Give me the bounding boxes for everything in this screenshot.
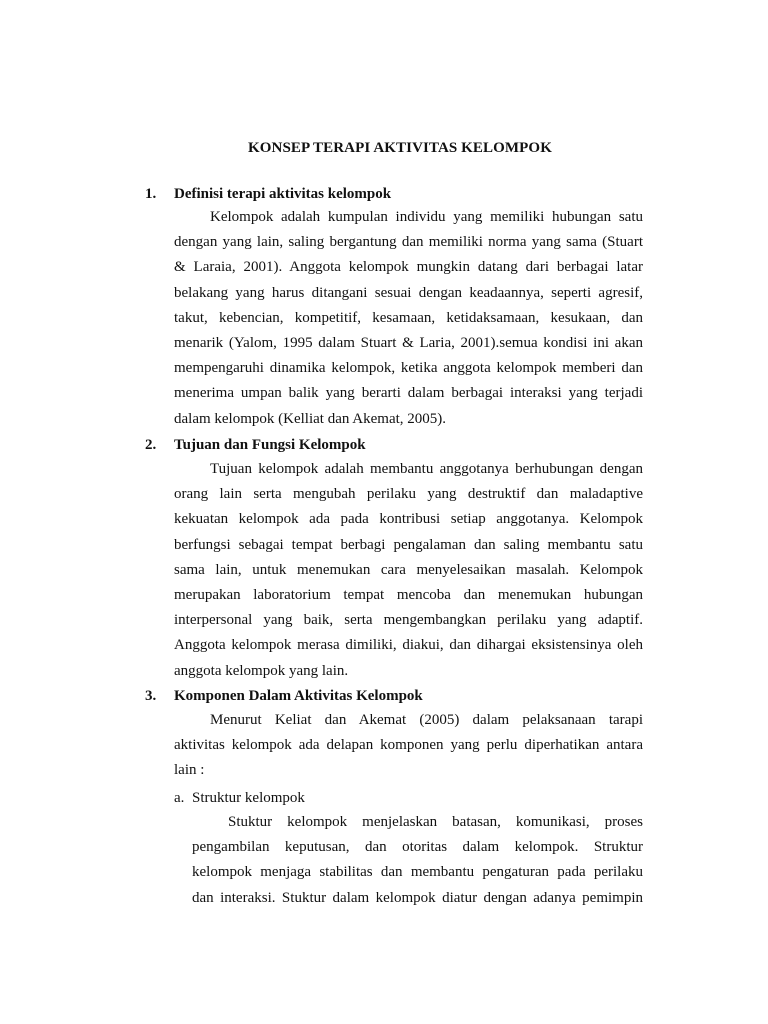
- paragraph-line: aktivitas kelompok ada delapan komponen yang perlu diperhatikan antara: [174, 737, 643, 754]
- paragraph-line: mempengaruhi dinamika kelompok, ketika anggota kelompok memberi dan: [174, 360, 643, 377]
- section-3-number: 3.: [145, 688, 157, 704]
- section-2-heading: [145, 435, 366, 455]
- paragraph-line: orang lain serta mengubah perilaku yang destruktif dan maladaptive: [174, 486, 643, 503]
- paragraph-line: menerima umpan balik yang berarti dalam berbagai interaksi yang terjadi: [174, 385, 643, 402]
- section-3-title: Komponen Dalam Aktivitas Kelompok: [174, 688, 423, 704]
- section-1-heading: [145, 184, 391, 204]
- paragraph-line: Stuktur kelompok menjelaskan batasan, komunikasi, proses: [228, 814, 643, 830]
- section-3-heading: [145, 686, 423, 706]
- section-2-paragraph: [174, 457, 643, 684]
- subsection-a-paragraph: [192, 810, 643, 911]
- paragraph-line: Tujuan kelompok adalah membantu anggotanya berhubungan dengan: [210, 461, 643, 477]
- paragraph-line: berfungsi sebagai tempat berbagi pengalaman dan saling membantu satu: [174, 536, 643, 553]
- subsection-a-heading: [174, 788, 305, 808]
- paragraph-line: takut, kebencian, kompetitif, kesamaan, ketidaksamaan, kesukaan, dan: [174, 309, 643, 326]
- paragraph-line: anggota kelompok yang lain.: [174, 662, 349, 679]
- paragraph-line: & Laraia, 2001). Anggota kelompok mungkin datang dari berbagai latar: [174, 259, 643, 276]
- section-1-paragraph: [174, 205, 643, 432]
- paragraph-line: interpersonal yang baik, serta mengembangkan perilaku yang adaptif.: [174, 612, 643, 629]
- paragraph-line: belakang yang harus ditangani sesuai dengan keadaannya, seperti agresif,: [174, 284, 643, 301]
- paragraph-line: kelompok menjaga stabilitas dan membantu pengaturan pada perilaku: [192, 864, 643, 881]
- subsection-a-letter: a.: [174, 790, 185, 806]
- document-title: KONSEP TERAPI AKTIVITAS KELOMPOK: [248, 140, 552, 156]
- paragraph-line: menarik (Yalom, 1995 dalam Stuart & Laria, 2001).semua kondisi ini akan: [174, 334, 643, 351]
- paragraph-line: kekuatan kelompok ada pada kontribusi setiap anggotanya. Kelompok: [174, 511, 643, 528]
- paragraph-line: merupakan laboratorium tempat mencoba dan menemukan hubungan: [174, 586, 643, 603]
- paragraph-line: pengambilan keputusan, dan otoritas dalam kelompok. Struktur: [192, 839, 643, 856]
- paragraph-line: dan interaksi. Stuktur dalam kelompok diatur dengan adanya pemimpin: [192, 889, 643, 906]
- subsection-a-title: Struktur kelompok: [192, 790, 305, 806]
- paragraph-line: dengan yang lain, saling bergantung dan memiliki norma yang sama (Stuart: [174, 234, 643, 251]
- paragraph-line: Anggota kelompok merasa dimiliki, diakui, dan dihargai eksistensinya oleh: [174, 637, 643, 654]
- section-2-number: 2.: [145, 437, 157, 453]
- section-3-paragraph: [174, 708, 643, 784]
- paragraph-line: Menurut Keliat dan Akemat (2005) dalam pelaksanaan tarapi: [210, 712, 643, 728]
- paragraph-line: lain :: [174, 762, 205, 779]
- paragraph-line: sama lain, untuk menemukan cara menyelesaikan masalah. Kelompok: [174, 561, 643, 578]
- paragraph-line: dalam kelompok (Kelliat dan Akemat, 2005).: [174, 410, 447, 427]
- section-2-title: Tujuan dan Fungsi Kelompok: [174, 437, 366, 453]
- paragraph-line: Kelompok adalah kumpulan individu yang memiliki hubungan satu: [210, 209, 643, 225]
- section-1-title: Definisi terapi aktivitas kelompok: [174, 186, 392, 202]
- section-1-number: 1.: [145, 186, 157, 202]
